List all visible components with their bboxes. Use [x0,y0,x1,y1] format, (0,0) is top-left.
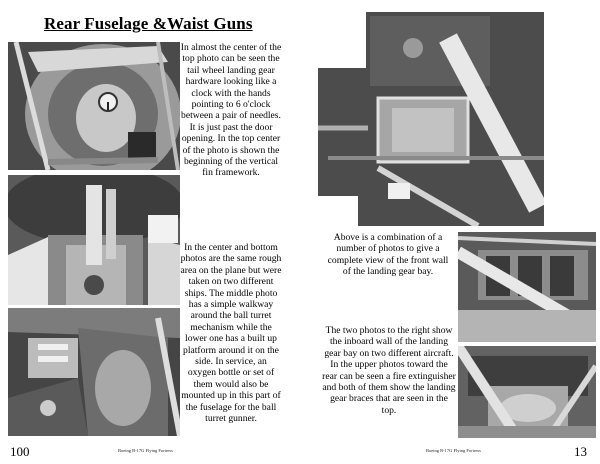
photo-rear-fuselage-interior [8,42,180,170]
paragraph-top-right: Above is a combination of a number of photos to give a complete view of the front wall of the landing gear bay. [327,232,449,278]
page-title: Rear Fuselage &Waist Guns [44,14,253,33]
photo-ball-turret-platform [8,308,180,436]
photo-gear-bay-inboard-wall-1 [458,232,596,342]
photo-ball-turret-walkway [8,175,180,305]
paragraph-bottom-right: The two photos to the right show the inboard wall of the landing gear bay on two different aircraft. In the upper photos toward the rear can be seen a fire extinguisher and both of them show the landing gear braces that are seen in the top. [322,325,456,416]
page-number-left: 100 [10,444,30,459]
footer-right: Boeing B-17G Flying Fortress [426,448,481,453]
photo-landing-gear-bay-front-wall [318,8,544,226]
photo-gear-bay-inboard-wall-2 [458,346,596,438]
paragraph-middle-left: In the center and bottom photos are the same rough area on the plane but were taken on two different ships. The middle photo has a simple walkway around the ball turret mechanism while the lower one has a built up platform around it on the side. In service, an oxygen bottle or set of them would also be mounted up in this part of the fuselage for the ball turret gunner. [180,242,282,425]
footer-left: Boeing B-17G Flying Fortress [118,448,173,453]
page-number-right: 13 [574,444,587,459]
paragraph-top-left: In almost the center of the top photo can be seen the tail wheel landing gear hardware looking like a clock with the hands pointing to 6 o'clock between a pair of needles. It is just past the door opening. In the top center of the photo is shown the beginning of the vertical fin framework. [180,42,282,179]
